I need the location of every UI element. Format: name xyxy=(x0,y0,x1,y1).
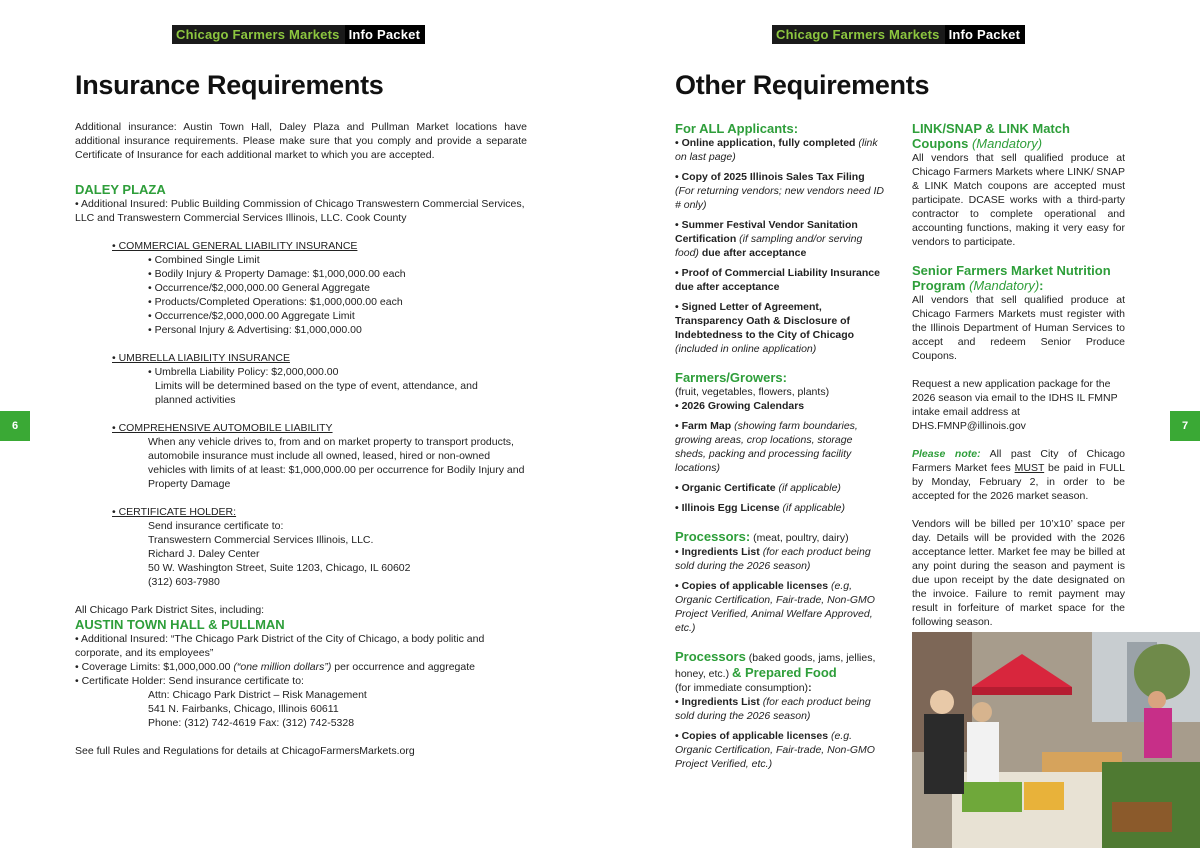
item-italic: (For returning vendors; new vendors need ID # only) xyxy=(675,185,884,211)
farmers-item xyxy=(675,419,885,475)
cgl-item: • Occurrence/$2,000,000.00 Aggregate Limit xyxy=(148,310,355,322)
link-heading-line xyxy=(912,121,1125,151)
programs-column xyxy=(912,121,1125,629)
processors-heading-line xyxy=(675,529,885,545)
item-bold: • Illinois Egg License xyxy=(675,502,780,514)
all-applicants-heading: For ALL Applicants: xyxy=(675,121,799,136)
item-bold: • Organic Certificate xyxy=(675,482,776,494)
header-packet: Info Packet xyxy=(945,25,1026,44)
park-insured: • Additional Insured: “The Chicago Park District of the City of Chicago, a body politic and corporate, and its employees” xyxy=(75,633,485,659)
cert-line: (312) 603-7980 xyxy=(148,576,220,588)
item-italic: (if sampling and/or serving food) xyxy=(675,233,863,259)
item-tail: due after acceptance xyxy=(698,247,807,259)
park-intro: All Chicago Park District Sites, including: xyxy=(75,604,265,616)
page-title: Insurance Requirements xyxy=(75,70,384,100)
cgl-item: • Combined Single Limit xyxy=(148,254,260,266)
processors-item xyxy=(675,545,885,573)
item-italic: (showing farm boundaries, growing areas, crop locations, storage sheds, packing and processing facility locations) xyxy=(675,420,858,474)
cgl-item: • Personal Injury & Advertising: $1,000,000.00 xyxy=(148,324,362,336)
note-text-b: be paid in FULL by Monday, February 2, in order to be accepted for the 2026 market season. xyxy=(912,462,1125,502)
processors-sub: (meat, poultry, dairy) xyxy=(750,532,849,544)
farmers-heading: Farmers/Growers: xyxy=(675,370,787,385)
park-coverage-b: (“one million dollars”) xyxy=(233,661,332,673)
item-italic: (for each product being sold during the 2026 season) xyxy=(675,696,871,722)
senior-request: Request a new application package for the 2026 season via email to the IDHS IL FMNP intake email address at DHS.FMNP@illinois.gov xyxy=(912,378,1118,432)
cgl-item: • Products/Completed Operations: $1,000,000.00 each xyxy=(148,296,403,308)
link-text: All vendors that sell qualified produce at Chicago Farmers Markets where LINK/ SNAP & LINK Match coupons are accepted must participate. DCASE works with a third-party contractor to complete operational and accounting functions, making it very easy for vendors to participate. xyxy=(912,152,1125,248)
park-heading: AUSTIN TOWN HALL & PULLMAN xyxy=(75,617,285,632)
processors2-sub-line xyxy=(675,681,885,695)
intro-text: Additional insurance: Austin Town Hall, Daley Plaza and Pullman Market locations have additional insurance requirements. Please make sure that you comply and provide a separate Certificate of Insurance for each additional market to which you are accepted. xyxy=(75,121,527,161)
item-italic: (included in online application) xyxy=(675,343,817,355)
billing-text: Vendors will be billed per 10’x10’ space per day. Details will be provided with the 2026 acceptance letter. Market fee may be billed at any point during the season and payment is due upon receipt by the date designated on the invoice. Failure to remit payment may result in forfeiture of market space for the following season. xyxy=(912,518,1125,628)
insurance-content xyxy=(75,120,527,758)
note-label: Please note: xyxy=(912,448,981,460)
header-brand: Chicago Farmers Markets xyxy=(772,25,945,44)
umbrella-note: Limits will be determined based on the type of event, attendance, and planned activities xyxy=(155,380,478,406)
link-mandatory: (Mandatory) xyxy=(968,136,1043,151)
page-number: 7 xyxy=(1170,411,1200,441)
requirement-item xyxy=(675,218,885,260)
cert-line: Richard J. Daley Center xyxy=(148,548,260,560)
item-bold: • Signed Letter of Agreement, Transparency Oath & Disclosure of Indebtedness to the City of Chicago xyxy=(675,301,855,341)
cert-heading: • CERTIFICATE HOLDER: xyxy=(112,506,237,518)
cert-line: 50 W. Washington Street, Suite 1203, Chicago, IL 60602 xyxy=(148,562,411,574)
auto-heading: • COMPREHENSIVE AUTOMOBILE LIABILITY xyxy=(112,422,333,434)
item-bold: • Farm Map xyxy=(675,420,732,432)
requirements-column xyxy=(675,121,885,771)
senior-colon: : xyxy=(1039,278,1044,293)
market-photo xyxy=(912,632,1200,848)
header-packet: Info Packet xyxy=(345,25,426,44)
footer-note: See full Rules and Regulations for details at ChicagoFarmersMarkets.org xyxy=(75,745,415,757)
market-photo-illustration xyxy=(912,632,1200,848)
link-heading: LINK/SNAP & LINK Match Coupons xyxy=(912,121,1070,151)
auto-text: When any vehicle drives to, from and on market property to transport products, automobile insurance must include all owned, leased, hired or non-owned vehicles with limits of at least: $1,000,000.00 per occurrence for Bodily Injury and Property Damage xyxy=(148,436,525,490)
requirement-item: • Proof of Commercial Liability Insurance due after acceptance xyxy=(675,267,880,293)
processors2-item xyxy=(675,729,885,771)
umbrella-heading: • UMBRELLA LIABILITY INSURANCE xyxy=(112,352,290,364)
cgl-heading: • COMMERCIAL GENERAL LIABILITY INSURANCE xyxy=(112,240,358,252)
page-title: Other Requirements xyxy=(675,70,930,100)
farmers-item xyxy=(675,481,885,495)
requirement-item xyxy=(675,300,885,356)
processors2-heading-line xyxy=(675,649,885,681)
item-bold: • Online application, fully completed xyxy=(675,137,856,149)
senior-heading-line xyxy=(912,263,1125,293)
item-bold: • Copies of applicable licenses xyxy=(675,580,829,592)
item-bold: • Ingredients List xyxy=(675,696,760,708)
park-cert-line: 541 N. Fairbanks, Chicago, Illinois 60611 xyxy=(148,703,339,715)
processors2-item xyxy=(675,695,885,723)
item-bold: • Summer Festival Vendor Sanitation Certification xyxy=(675,219,858,245)
page-number: 6 xyxy=(0,411,30,441)
umbrella-policy: • Umbrella Liability Policy: $2,000,000.00 xyxy=(148,366,339,378)
farmers-sub: (fruit, vegetables, flowers, plants) xyxy=(675,386,830,398)
park-coverage-c: per occurrence and aggregate xyxy=(331,661,475,673)
note-text-a: All past City of Chicago Farmers Market fees xyxy=(912,448,1126,474)
processors-item xyxy=(675,579,885,635)
header-brand: Chicago Farmers Markets xyxy=(172,25,345,44)
item-italic: (link on last page) xyxy=(675,137,878,163)
processors2-sub-b: (for immediate consumption) xyxy=(675,682,809,694)
senior-heading: Senior Farmers Market Nutrition Program xyxy=(912,263,1111,293)
farmers-item xyxy=(675,501,885,515)
cgl-item: • Bodily Injury & Property Damage: $1,000,000.00 each xyxy=(148,268,406,280)
cgl-item: • Occurrence/$2,000,000.00 General Aggregate xyxy=(148,282,370,294)
park-cert: • Certificate Holder: Send insurance certificate to: xyxy=(75,675,304,687)
daley-insured: • Additional Insured: Public Building Commission of Chicago Transwestern Commercial Services, LLC and Transwestern Commercial Services Illinois, LLC. Cook County xyxy=(75,198,525,224)
daley-heading: DALEY PLAZA xyxy=(75,182,166,197)
prepared-food-heading: & Prepared Food xyxy=(732,665,837,680)
processors2-colon: : xyxy=(808,682,812,694)
farmers-calendar: • 2026 Growing Calendars xyxy=(675,400,805,412)
item-italic: (e.g. Organic Certification, Fair-trade, Non-GMO Project Verified, etc.) xyxy=(675,730,875,770)
cert-line: Send insurance certificate to: xyxy=(148,520,284,532)
park-cert-line: Attn: Chicago Park District – Risk Management xyxy=(148,689,367,701)
item-italic: (e.g, Organic Certification, Fair-trade, Non-GMO Project Verified, Animal Welfare Approved, etc.) xyxy=(675,580,875,634)
item-bold: • Copies of applicable licenses xyxy=(675,730,829,742)
park-coverage xyxy=(75,660,527,674)
senior-text: All vendors that sell qualified produce at Chicago Farmers Markets must register with the Illinois Department of Human Services to accept and redeem Senior Produce Coupons. xyxy=(912,294,1125,362)
item-italic: (if applicable) xyxy=(779,502,845,514)
cert-line: Transwestern Commercial Services Illinois, LLC. xyxy=(148,534,374,546)
processors2-heading: Processors xyxy=(675,649,746,664)
header-badge xyxy=(772,25,1025,44)
item-bold: • Ingredients List xyxy=(675,546,760,558)
item-italic: (if applicable) xyxy=(775,482,841,494)
note-must: MUST xyxy=(1014,462,1045,474)
park-coverage-a: • Coverage Limits: $1,000,000.00 xyxy=(75,661,234,673)
item-italic: (for each product being sold during the 2026 season) xyxy=(675,546,871,572)
item-bold: • Copy of 2025 Illinois Sales Tax Filing xyxy=(675,171,865,183)
park-cert-line: Phone: (312) 742-4619 Fax: (312) 742-5328 xyxy=(148,717,355,729)
processors-heading: Processors: xyxy=(675,529,751,544)
fees-note xyxy=(912,447,1125,503)
processors2-sub: (baked goods, jams, jellies, honey, etc.) xyxy=(675,652,876,680)
requirement-item xyxy=(675,136,885,164)
senior-mandatory: (Mandatory) xyxy=(965,278,1040,293)
header-badge xyxy=(172,25,425,44)
requirement-item xyxy=(675,170,885,212)
